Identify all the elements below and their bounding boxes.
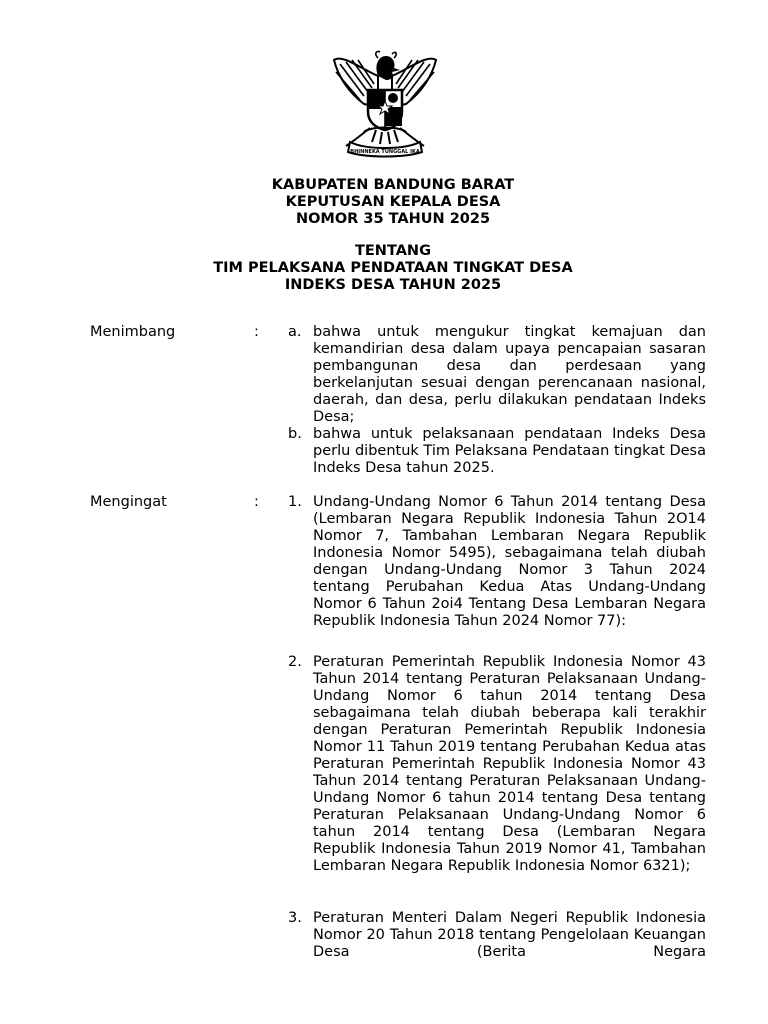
item-text: bahwa untuk pelaksanaan pendataan Indeks Desa perlu dibentuk Tim Pelaksana Pendataan tingkat Desa Indeks Desa tahun 2025. [313,426,706,476]
item-marker: 3. [288,910,302,926]
subject-label: TENTANG [355,243,431,259]
item-marker: 1. [288,494,302,510]
document-subject [0,243,768,294]
subject-line-1: TIM PELAKSANA PENDATAAN TINGKAT DESA [213,260,573,276]
mengingat-label: Mengingat [90,494,167,510]
subject-line-2: INDEKS DESA TAHUN 2025 [284,277,502,293]
garuda-pancasila-emblem [330,46,440,158]
motto-ribbon-text: BHINNEKA TUNGGAL IKA [350,149,420,155]
item-text: Peraturan Menteri Dalam Negeri Republik Indonesia Nomor 20 Tahun 2018 tentang Pengelolaan Keuangan Desa (Berita Negara [313,910,706,960]
item-marker: a. [288,324,302,340]
list-item [288,426,706,477]
item-marker: b. [288,426,302,442]
menimbang-label: Menimbang [90,324,176,340]
regency-name: KABUPATEN BANDUNG BARAT [271,177,515,193]
decree-number: NOMOR 35 TAHUN 2025 [295,211,491,227]
item-text: Undang-Undang Nomor 6 Tahun 2014 tentang Desa (Lembaran Negara Republik Indonesia Tahun 2O14 Nomor 7, Tambahan Lembaran Negara Republik Indonesia Nomor 5495), sebagaimana telah diubah dengan Undang-Undang Nomor 3 Tahun 2024 tentang Perubahan Kedua Atas Undang-Undang Nomor 6 Tahun 2oi4 Tentang Desa Lembaran Negara Republik Indonesia Tahun 2024 Nomor 77): [313,494,706,629]
list-item [288,324,706,426]
menimbang-colon: : [254,324,259,340]
document-header [0,177,768,228]
item-marker: 2. [288,654,302,670]
decree-title: KEPUTUSAN KEPALA DESA [285,194,501,210]
item-text: Peraturan Pemerintah Republik Indonesia Nomor 43 Tahun 2014 tentang Peraturan Pelaksanaan Undang-Undang Nomor 6 tahun 2014 tentang Desa sebagaimana telah diubah beberapa kali terakhir dengan Peraturan Pemerintah Republik Indonesia Nomor 11 Tahun 2019 tentang Perubahan Kedua atas Peraturan Pemerintah Republik Indonesia Nomor 43 Tahun 2014 tentang Peraturan Pelaksanaan Undang-Undang Nomor 6 tahun 2014 tentang Desa tentang Peraturan Pelaksanaan Undang-Undang Nomor 6 tahun 2014 tentang Desa (Lembaran Negara Republik Indonesia Tahun 2019 Nomor 41, Tambahan Lembaran Negara Republik Indonesia Nomor 6321); [313,654,706,874]
mengingat-colon: : [254,494,259,510]
list-item [288,654,706,875]
list-item [288,494,706,630]
item-text: bahwa untuk mengukur tingkat kemajuan dan kemandirian desa dalam upaya pencapaian sasaran pembangunan desa dan perdesaan yang berkelanjutan sesuai dengan perencanaan nasional, daerah, dan desa, perlu dilakukan pendataan Indeks Desa; [313,324,706,425]
list-item [288,910,706,961]
